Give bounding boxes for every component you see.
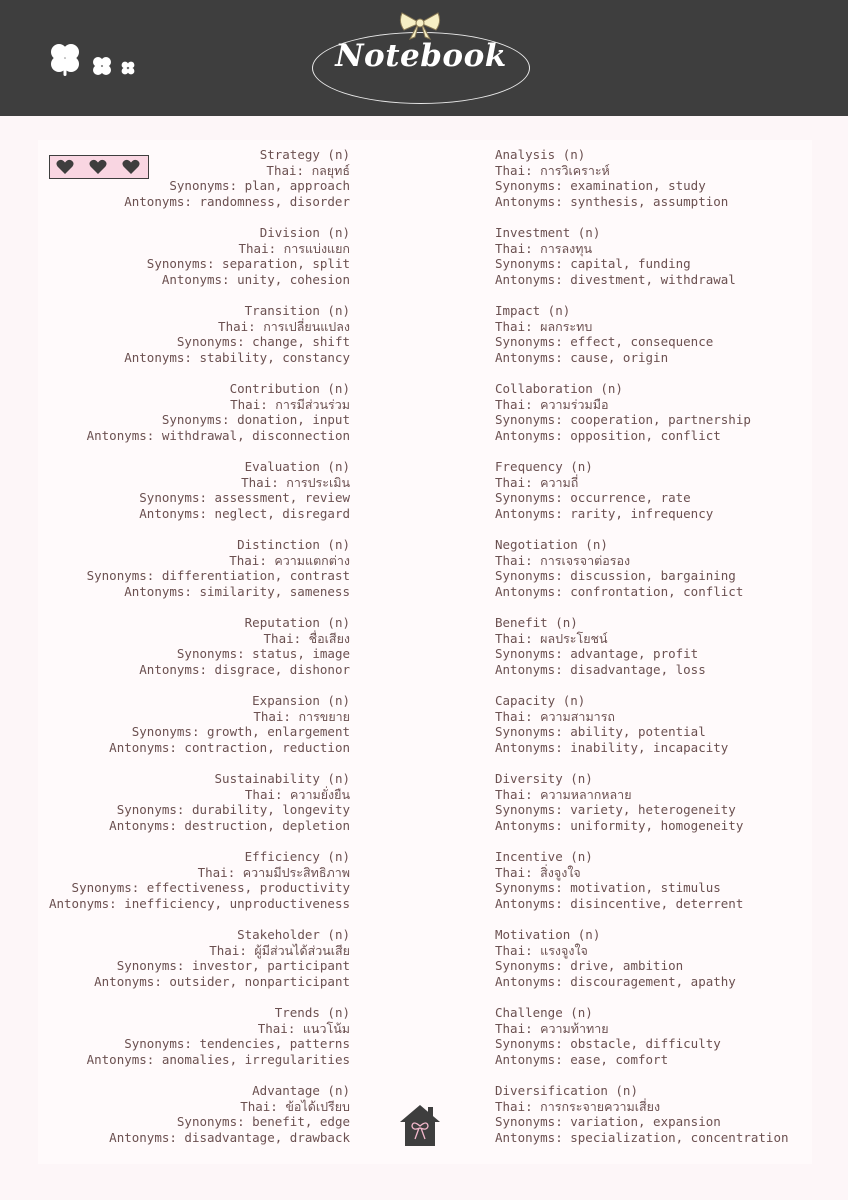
vocab-word: Evaluation (n) (244, 459, 350, 474)
vocab-word: Challenge (n) (495, 1005, 593, 1020)
vocab-word: Diversification (n) (495, 1083, 638, 1098)
vocab-word: Negotiation (n) (495, 537, 608, 552)
vocab-antonyms: Antonyms: disadvantage, drawback (109, 1129, 350, 1145)
vocab-entry (30, 303, 350, 381)
vocab-entry (495, 693, 815, 771)
house-icon (398, 1102, 442, 1148)
vocab-synonyms: Synonyms: variation, expansion (495, 1114, 721, 1130)
vocab-synonyms: Synonyms: discussion, bargaining (495, 568, 736, 584)
vocab-column-left (30, 147, 350, 1161)
vocab-word: Analysis (n) (495, 147, 586, 162)
vocab-word: Impact (n) (495, 303, 571, 318)
vocab-synonyms: Synonyms: effect, consequence (495, 334, 714, 350)
vocab-synonyms: Synonyms: tendencies, patterns (124, 1036, 350, 1052)
vocab-synonyms: Synonyms: change, shift (176, 334, 350, 350)
vocab-antonyms: Antonyms: synthesis, assumption (495, 193, 729, 209)
vocab-thai: Thai: แนวโน้ม (257, 1020, 350, 1036)
vocab-synonyms: Synonyms: variety, heterogeneity (495, 802, 736, 818)
vocab-antonyms: Antonyms: neglect, disregard (139, 505, 350, 521)
vocab-synonyms: Synonyms: motivation, stimulus (495, 880, 721, 896)
vocab-word: Advantage (n) (252, 1083, 350, 1098)
vocab-thai: Thai: ความถี่ (495, 474, 579, 490)
vocab-entry (495, 303, 815, 381)
vocab-antonyms: Antonyms: randomness, disorder (124, 193, 350, 209)
vocab-antonyms: Antonyms: inefficiency, unproductiveness (48, 895, 350, 911)
vocab-thai: Thai: สิ่งจูงใจ (495, 864, 581, 880)
vocab-synonyms: Synonyms: effectiveness, productivity (71, 880, 350, 896)
vocab-thai: Thai: ผู้มีส่วนได้ส่วนเสีย (209, 942, 350, 958)
vocab-word: Collaboration (n) (495, 381, 623, 396)
vocab-synonyms: Synonyms: drive, ambition (495, 958, 684, 974)
vocab-antonyms: Antonyms: anomalies, irregularities (86, 1051, 350, 1067)
vocab-thai: Thai: แรงจูงใจ (495, 942, 588, 958)
vocab-antonyms: Antonyms: withdrawal, disconnection (86, 427, 350, 443)
vocab-entry (495, 927, 815, 1005)
vocab-entry (30, 615, 350, 693)
vocab-antonyms: Antonyms: disgrace, dishonor (139, 661, 350, 677)
vocab-synonyms: Synonyms: differentiation, contrast (86, 568, 350, 584)
vocab-synonyms: Synonyms: growth, enlargement (131, 724, 350, 740)
clover-icon (90, 54, 114, 78)
vocab-synonyms: Synonyms: investor, participant (116, 958, 350, 974)
vocab-word: Sustainability (n) (214, 771, 350, 786)
vocab-synonyms: Synonyms: occurrence, rate (495, 490, 691, 506)
vocab-thai: Thai: การมีส่วนร่วม (230, 396, 350, 412)
vocab-synonyms: Synonyms: plan, approach (169, 178, 350, 194)
vocab-thai: Thai: ชื่อเสียง (263, 630, 350, 646)
vocab-synonyms: Synonyms: ability, potential (495, 724, 706, 740)
clover-icon (46, 40, 84, 78)
vocab-synonyms: Synonyms: examination, study (495, 178, 706, 194)
vocab-synonyms: Synonyms: obstacle, difficulty (495, 1036, 721, 1052)
vocab-synonyms: Synonyms: advantage, profit (495, 646, 699, 662)
vocab-synonyms: Synonyms: donation, input (161, 412, 350, 428)
vocab-entry (495, 771, 815, 849)
vocab-entry (30, 537, 350, 615)
vocab-antonyms: Antonyms: ease, comfort (495, 1051, 669, 1067)
vocab-antonyms: Antonyms: destruction, depletion (109, 817, 350, 833)
vocab-antonyms: Antonyms: similarity, sameness (124, 583, 350, 599)
vocab-entry (495, 459, 815, 537)
vocab-antonyms: Antonyms: specialization, concentration (495, 1129, 789, 1145)
vocab-entry (495, 615, 815, 693)
vocab-thai: Thai: ความแตกต่าง (229, 552, 350, 568)
vocab-thai: Thai: การลงทุน (495, 240, 593, 256)
clover-icon (120, 60, 136, 76)
vocab-thai: Thai: ความหลากหลาย (495, 786, 632, 802)
vocab-thai: Thai: การประเมิน (241, 474, 350, 490)
vocab-thai: Thai: การขยาย (253, 708, 350, 724)
vocab-word: Investment (n) (495, 225, 601, 240)
vocab-word: Motivation (n) (495, 927, 601, 942)
vocab-synonyms: Synonyms: status, image (176, 646, 350, 662)
vocab-word: Trends (n) (274, 1005, 350, 1020)
vocab-antonyms: Antonyms: discouragement, apathy (495, 973, 736, 989)
vocab-entry (30, 927, 350, 1005)
vocab-word: Contribution (n) (229, 381, 350, 396)
vocab-synonyms: Synonyms: cooperation, partnership (495, 412, 751, 428)
vocab-entry (495, 381, 815, 459)
vocab-antonyms: Antonyms: stability, constancy (124, 349, 350, 365)
vocab-thai: Thai: ความยั่งยืน (244, 786, 350, 802)
vocab-word: Incentive (n) (495, 849, 593, 864)
vocab-word: Strategy (n) (259, 147, 350, 162)
vocab-word: Frequency (n) (495, 459, 593, 474)
vocab-entry (495, 1005, 815, 1083)
vocab-thai: Thai: การเจรจาต่อรอง (495, 552, 631, 568)
vocab-thai: Thai: ผลกระทบ (495, 318, 593, 334)
vocab-synonyms: Synonyms: durability, longevity (116, 802, 350, 818)
vocab-word: Reputation (n) (244, 615, 350, 630)
vocab-entry (495, 225, 815, 303)
vocab-antonyms: Antonyms: rarity, infrequency (495, 505, 714, 521)
vocab-thai: Thai: ความมีประสิทธิภาพ (197, 864, 350, 880)
vocab-synonyms: Synonyms: capital, funding (495, 256, 691, 272)
vocab-thai: Thai: ความท้าทาย (495, 1020, 609, 1036)
vocab-antonyms: Antonyms: disadvantage, loss (495, 661, 706, 677)
vocab-synonyms: Synonyms: assessment, review (139, 490, 350, 506)
vocab-thai: Thai: การแบ่งแยก (238, 240, 350, 256)
vocab-thai: Thai: ความร่วมมือ (495, 396, 609, 412)
vocab-entry (495, 849, 815, 927)
vocab-word: Stakeholder (n) (237, 927, 350, 942)
vocab-antonyms: Antonyms: inability, incapacity (495, 739, 729, 755)
vocab-antonyms: Antonyms: uniformity, homogeneity (495, 817, 744, 833)
vocab-antonyms: Antonyms: outsider, nonparticipant (94, 973, 350, 989)
bow-icon (398, 10, 442, 40)
vocab-antonyms: Antonyms: opposition, conflict (495, 427, 721, 443)
vocab-entry (495, 147, 815, 225)
vocab-word: Transition (n) (244, 303, 350, 318)
vocab-entry (495, 1083, 815, 1161)
vocab-word: Diversity (n) (495, 771, 593, 786)
vocab-antonyms: Antonyms: divestment, withdrawal (495, 271, 736, 287)
vocab-word: Division (n) (259, 225, 350, 240)
vocab-antonyms: Antonyms: cause, origin (495, 349, 669, 365)
vocab-entry (30, 1005, 350, 1083)
vocab-thai: Thai: การวิเคราะห์ (495, 162, 610, 178)
vocab-antonyms: Antonyms: contraction, reduction (109, 739, 350, 755)
header-bar (0, 0, 848, 116)
vocab-thai: Thai: ความสามารถ (495, 708, 615, 724)
vocab-entry (30, 459, 350, 537)
vocab-entry (30, 1083, 350, 1161)
vocab-entry (495, 537, 815, 615)
vocab-word: Distinction (n) (237, 537, 350, 552)
vocab-word: Benefit (n) (495, 615, 578, 630)
vocab-word: Capacity (n) (495, 693, 586, 708)
vocab-word: Expansion (n) (252, 693, 350, 708)
vocab-entry (30, 381, 350, 459)
vocab-thai: Thai: การเปลี่ยนแปลง (218, 318, 350, 334)
vocab-entry (30, 147, 350, 225)
vocab-thai: Thai: ข้อได้เปรียบ (240, 1098, 350, 1114)
vocab-column-right (495, 147, 815, 1161)
vocab-synonyms: Synonyms: separation, split (146, 256, 350, 272)
vocab-thai: Thai: การกระจายความเสี่ยง (495, 1098, 661, 1114)
vocab-word: Efficiency (n) (244, 849, 350, 864)
vocab-thai: Thai: ผลประโยชน์ (495, 630, 608, 646)
vocab-antonyms: Antonyms: disincentive, deterrent (495, 895, 744, 911)
page-title: Notebook (335, 38, 507, 74)
vocab-thai: Thai: กลยุทธ์ (266, 162, 350, 178)
vocab-entry (30, 849, 350, 927)
vocab-entry (30, 771, 350, 849)
vocab-entry (30, 225, 350, 303)
vocab-entry (30, 693, 350, 771)
vocab-antonyms: Antonyms: unity, cohesion (161, 271, 350, 287)
vocab-synonyms: Synonyms: benefit, edge (176, 1114, 350, 1130)
vocab-antonyms: Antonyms: confrontation, conflict (495, 583, 744, 599)
